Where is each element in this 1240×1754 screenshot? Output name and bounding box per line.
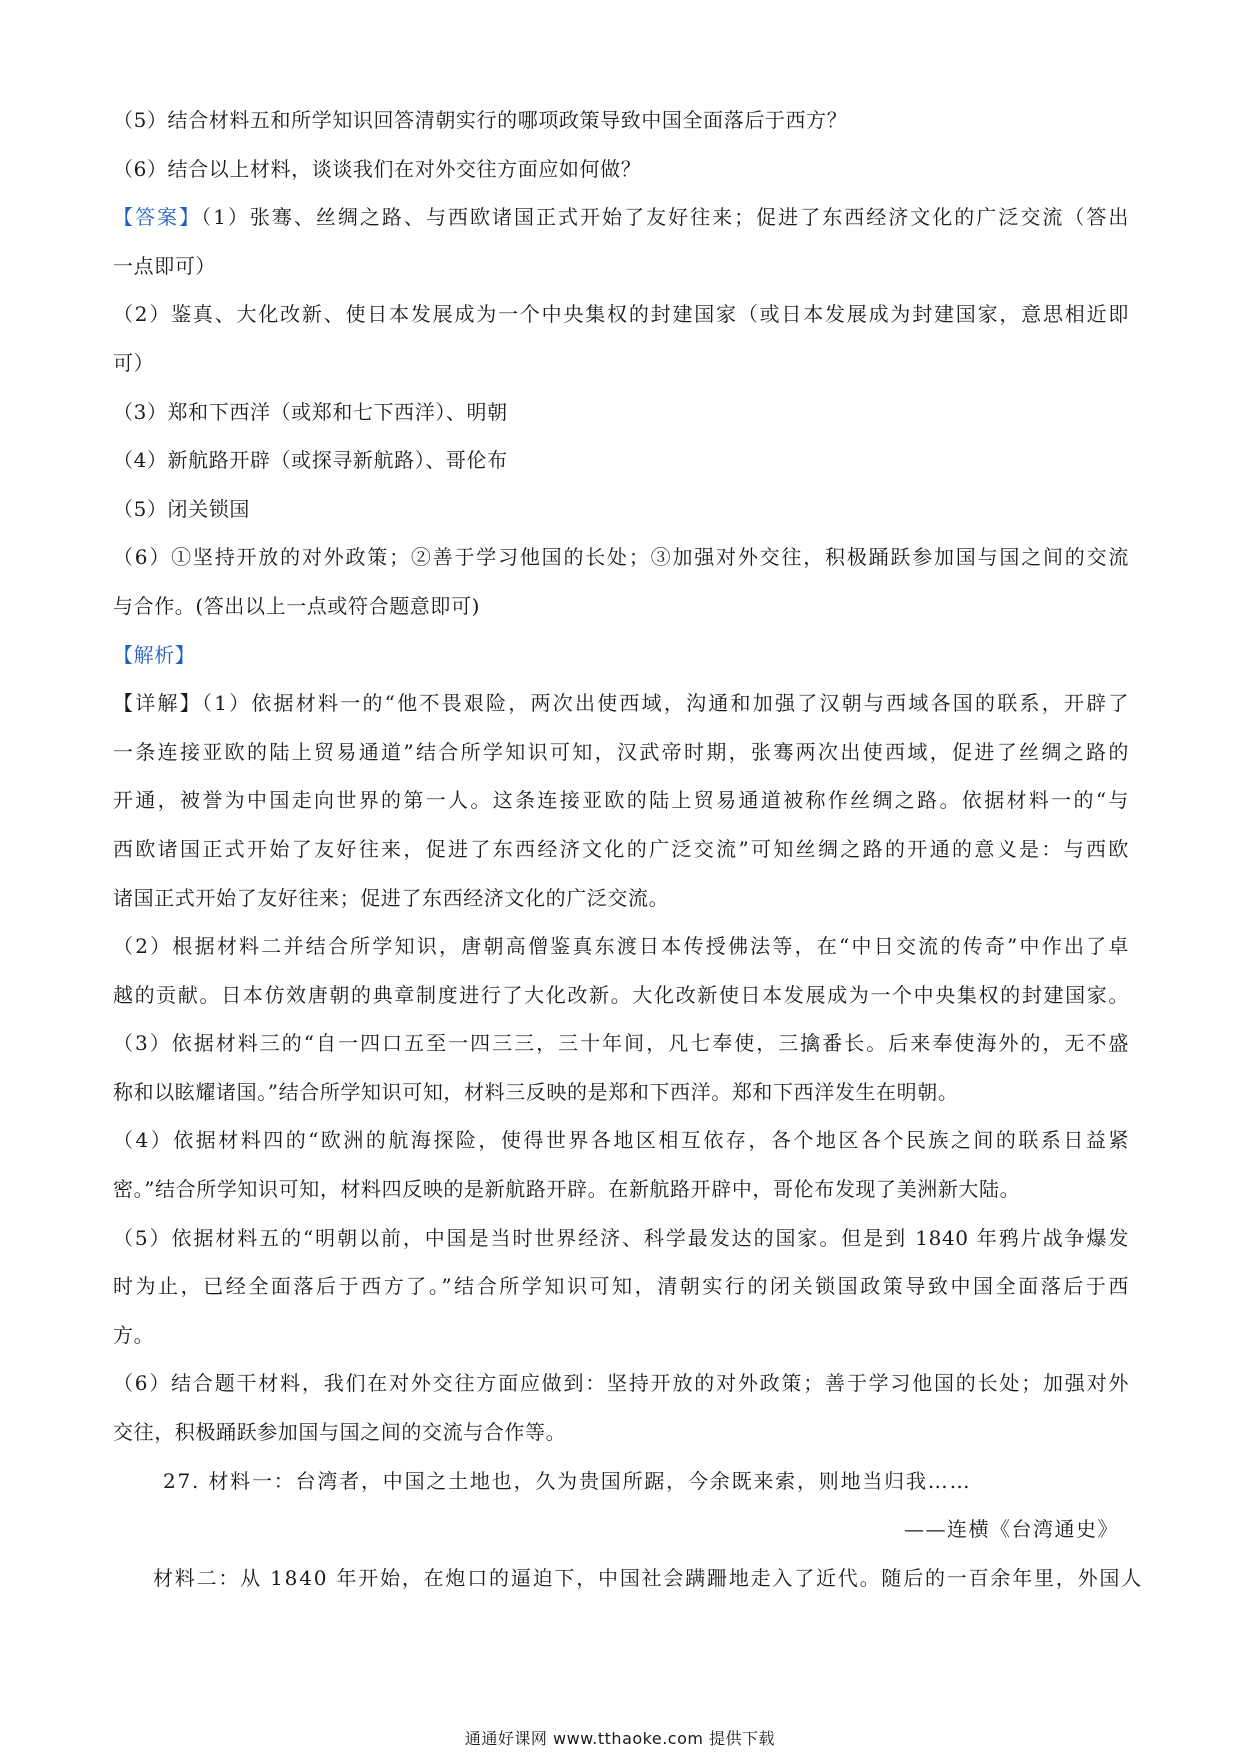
detail-line-11: 密。”结合所学知识可知，材料四反映的是新航路开辟。在新航路开辟中，哥伦布发现了美洲新大陆。 bbox=[113, 1177, 1021, 1202]
detail-line-8: （3）依据材料三的“自一四口五至一四三三，三十年间，凡七奉使，三擒番长。后来奉使海外的，无不盛 bbox=[113, 1031, 1129, 1056]
answer-line-9: 与合作。(答出以上一点或符合题意即可) bbox=[113, 593, 481, 618]
detail-line-7: 越的贡献。日本仿效唐朝的典章制度进行了大化改新。大化改新使日本发展成为一个中央集权的封建国家。 bbox=[113, 982, 1129, 1007]
detail-line-13: 时为止，已经全面落后于西方了。”结合所学知识可知，清朝实行的闭关锁国政策导致中国全面落后于西 bbox=[113, 1274, 1129, 1299]
document-body bbox=[113, 96, 1144, 1602]
question-5-line: （5）结合材料五和所学知识回答清朝实行的哪项政策导致中国全面落后于西方？ bbox=[113, 108, 848, 132]
answer-line-1 bbox=[113, 193, 1129, 242]
detail-line-4: 西欧诸国正式开始了友好往来，促进了东西经济文化的广泛交流”可知丝绸之路的开通的意义是：与西欧 bbox=[113, 836, 1129, 861]
detail-line-2: 一条连接亚欧的陆上贸易通道”结合所学知识可知，汉武帝时期，张骞两次出使西域，促进了丝绸之路的 bbox=[113, 739, 1129, 764]
answer-text: （1）张骞、丝绸之路、与西欧诸国正式开始了友好往来；促进了东西经济文化的广泛交流（答出 bbox=[201, 205, 1129, 230]
detail-line-15: （6）结合题干材料，我们在对外交往方面应做到：坚持开放的对外政策；善于学习他国的长处；加强对外 bbox=[113, 1371, 1129, 1396]
question-6-line: （6）结合以上材料，谈谈我们在对外交往方面应如何做？ bbox=[113, 156, 642, 181]
answer-tag: 【答案】 bbox=[113, 205, 202, 230]
question-27-line: 27. 材料一：台湾者，中国之土地也，久为贵国所踞，今余既来索，则地当归我…… bbox=[163, 1468, 972, 1493]
answer-line-6: （4）新航路开辟（或探寻新航路）、哥伦布 bbox=[113, 448, 508, 473]
citation-line: ——连横《台湾通史》 bbox=[904, 1517, 1119, 1542]
detail-line-16: 交往，积极踊跃参加国与国之间的交流与合作等。 bbox=[113, 1420, 567, 1445]
material-2-line: 材料二：从 1840 年开始，在炮口的逼迫下，中国社会蹒跚地走入了近代。随后的一百余年里，外国人 bbox=[153, 1565, 1144, 1590]
detail-line-3: 开通，被誉为中国走向世界的第一人。这条连接亚欧的陆上贸易通道被称作丝绸之路。依据材料一的“与 bbox=[113, 788, 1129, 813]
answer-line-4: 可） bbox=[113, 350, 155, 375]
answer-line-7: （5）闭关锁国 bbox=[113, 496, 250, 521]
analysis-heading bbox=[113, 631, 1129, 680]
page-footer: 通通好课网 www.tthaoke.com 提供下载 bbox=[464, 1729, 776, 1748]
detail-line-5: 诸国正式开始了友好往来；促进了东西经济文化的广泛交流。 bbox=[113, 885, 670, 910]
detail-line-9: 称和以眩耀诸国。”结合所学知识可知，材料三反映的是郑和下西洋。郑和下西洋发生在明朝。 bbox=[113, 1079, 959, 1104]
answer-line-8: （6）①坚持开放的对外政策；②善于学习他国的长处；③加强对外交往，积极踊跃参加国与国之间的交流 bbox=[113, 545, 1129, 570]
answer-line-3: （2）鉴真、大化改新、使日本发展成为一个中央集权的封建国家（或日本发展成为封建国家，意思相近即 bbox=[113, 302, 1129, 327]
detail-line-10: （4）依据材料四的“欧洲的航海探险，使得世界各地区相互依存，各个地区各个民族之间的联系日益紧 bbox=[113, 1128, 1129, 1153]
detail-line-14: 方。 bbox=[113, 1322, 155, 1347]
detail-line-1: 【详解】（1）依据材料一的“他不畏艰险，两次出使西域，沟通和加强了汉朝与西域各国的联系，开辟了 bbox=[113, 691, 1129, 716]
answer-line-2: 一点即可） bbox=[113, 253, 216, 278]
detail-line-6: （2）根据材料二并结合所学知识，唐朝高僧鉴真东渡日本传授佛法等，在“中日交流的传奇”中作出了卓 bbox=[113, 934, 1129, 959]
analysis-tag: 【解析】 bbox=[113, 642, 196, 667]
answer-line-5: （3）郑和下西洋（或郑和七下西洋）、明朝 bbox=[113, 399, 508, 424]
detail-line-12: （5）依据材料五的“明朝以前，中国是当时世界经济、科学最发达的国家。但是到 1840 年鸦片战争爆发 bbox=[113, 1225, 1129, 1250]
